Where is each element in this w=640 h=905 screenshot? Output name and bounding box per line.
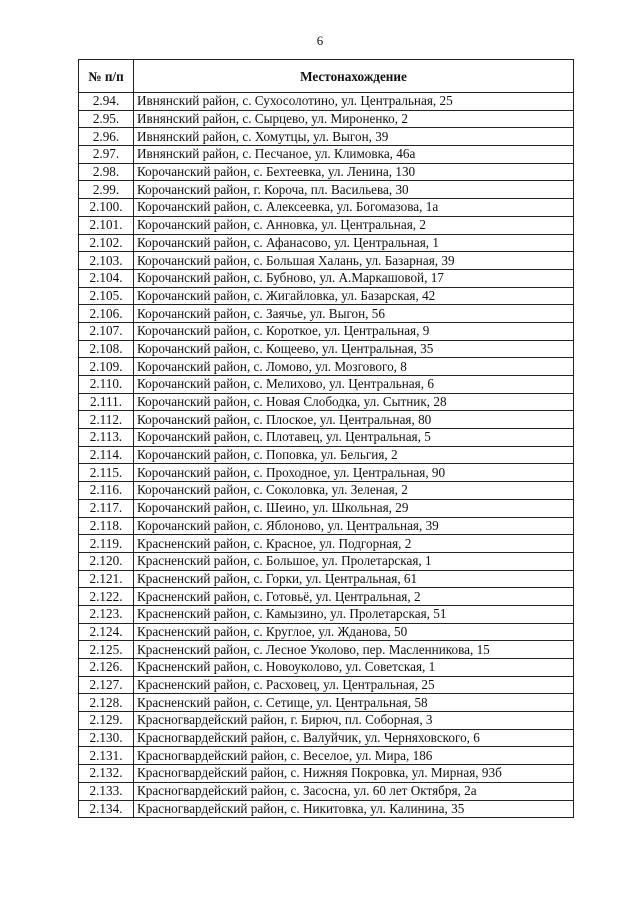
row-number-cell: 2.100. [79, 199, 134, 217]
row-number-cell: 2.134. [79, 800, 134, 818]
row-location-cell: Ивнянский район, с. Сырцево, ул. Мироненко, 2 [134, 110, 574, 128]
row-location-cell: Корочанский район, с. Яблоново, ул. Центральная, 39 [134, 517, 574, 535]
table-row [79, 694, 574, 712]
row-number-cell: 2.113. [79, 429, 134, 447]
row-number-cell: 2.114. [79, 446, 134, 464]
row-location-cell: Ивнянский район, с. Хомутцы, ул. Выгон, 39 [134, 128, 574, 146]
table-row [79, 623, 574, 641]
row-number-cell: 2.126. [79, 659, 134, 677]
table-row [79, 464, 574, 482]
row-location-cell: Красногвардейский район, с. Никитовка, ул. Калинина, 35 [134, 800, 574, 818]
row-location-cell: Корочанский район, с. Проходное, ул. Центральная, 90 [134, 464, 574, 482]
table-row [79, 429, 574, 447]
table-row [79, 322, 574, 340]
table-row [79, 712, 574, 730]
row-number-cell: 2.132. [79, 765, 134, 783]
row-number-cell: 2.102. [79, 234, 134, 252]
row-number-cell: 2.129. [79, 712, 134, 730]
table-row [79, 163, 574, 181]
table-row [79, 93, 574, 111]
row-number-cell: 2.111. [79, 393, 134, 411]
row-number-cell: 2.131. [79, 747, 134, 765]
table-row [79, 800, 574, 818]
row-location-cell: Красненский район, с. Готовьё, ул. Центральная, 2 [134, 588, 574, 606]
row-location-cell: Ивнянский район, с. Песчаное, ул. Климовка, 46а [134, 146, 574, 164]
row-number-cell: 2.119. [79, 535, 134, 553]
table-row [79, 252, 574, 270]
row-location-cell: Красногвардейский район, с. Засосна, ул. 60 лет Октября, 2а [134, 782, 574, 800]
row-location-cell: Красненский район, с. Лесное Уколово, пер. Масленникова, 15 [134, 641, 574, 659]
table-row [79, 517, 574, 535]
table-row [79, 676, 574, 694]
row-location-cell: Красненский район, с. Новоуколово, ул. Советская, 1 [134, 659, 574, 677]
row-number-cell: 2.125. [79, 641, 134, 659]
table-row [79, 128, 574, 146]
row-location-cell: Корочанский район, с. Большая Халань, ул. Базарная, 39 [134, 252, 574, 270]
row-location-cell: Корочанский район, с. Заячье, ул. Выгон, 56 [134, 305, 574, 323]
row-location-cell: Красногвардейский район, г. Бирюч, пл. Соборная, 3 [134, 712, 574, 730]
row-number-cell: 2.105. [79, 287, 134, 305]
table-row [79, 269, 574, 287]
row-number-cell: 2.96. [79, 128, 134, 146]
table-row [79, 181, 574, 199]
row-location-cell: Корочанский район, с. Соколовка, ул. Зеленая, 2 [134, 482, 574, 500]
row-number-cell: 2.110. [79, 376, 134, 394]
row-location-cell: Красногвардейский район, с. Нижняя Покровка, ул. Мирная, 93б [134, 765, 574, 783]
row-location-cell: Красненский район, с. Сетище, ул. Центральная, 58 [134, 694, 574, 712]
row-location-cell: Красненский район, с. Горки, ул. Центральная, 61 [134, 570, 574, 588]
row-location-cell: Красненский район, с. Круглое, ул. Жданова, 50 [134, 623, 574, 641]
row-number-cell: 2.120. [79, 552, 134, 570]
page-number: 6 [316, 33, 324, 48]
row-location-cell: Корочанский район, с. Бехтеевка, ул. Ленина, 130 [134, 163, 574, 181]
row-number-cell: 2.128. [79, 694, 134, 712]
row-location-cell: Корочанский район, с. Плотавец, ул. Центральная, 5 [134, 429, 574, 447]
row-number-cell: 2.112. [79, 411, 134, 429]
table-row [79, 535, 574, 553]
row-location-cell: Красненский район, с. Камызино, ул. Пролетарская, 51 [134, 605, 574, 623]
row-number-cell: 2.115. [79, 464, 134, 482]
row-number-cell: 2.104. [79, 269, 134, 287]
table-row [79, 659, 574, 677]
row-location-cell: Корочанский район, с. Ломово, ул. Мозгового, 8 [134, 358, 574, 376]
row-location-cell: Ивнянский район, с. Сухосолотино, ул. Центральная, 25 [134, 93, 574, 111]
row-location-cell: Корочанский район, г. Короча, пл. Васильева, 30 [134, 181, 574, 199]
table-row [79, 376, 574, 394]
row-number-cell: 2.106. [79, 305, 134, 323]
row-location-cell: Красногвардейский район, с. Валуйчик, ул. Черняховского, 6 [134, 729, 574, 747]
row-number-cell: 2.127. [79, 676, 134, 694]
locations-table [78, 59, 574, 818]
table-row [79, 305, 574, 323]
row-location-cell: Корочанский район, с. Мелихово, ул. Центральная, 6 [134, 376, 574, 394]
row-number-cell: 2.117. [79, 499, 134, 517]
table-row [79, 287, 574, 305]
table-row [79, 446, 574, 464]
table-row [79, 570, 574, 588]
table-row [79, 765, 574, 783]
row-number-cell: 2.108. [79, 340, 134, 358]
row-location-cell: Корочанский район, с. Кощеево, ул. Центральная, 35 [134, 340, 574, 358]
table-row [79, 747, 574, 765]
row-location-cell: Красногвардейский район, с. Веселое, ул. Мира, 186 [134, 747, 574, 765]
table-row [79, 499, 574, 517]
table-row [79, 358, 574, 376]
row-location-cell: Корочанский район, с. Шеино, ул. Школьная, 29 [134, 499, 574, 517]
table-row [79, 411, 574, 429]
table-body [79, 93, 574, 818]
table-row [79, 552, 574, 570]
row-location-cell: Корочанский район, с. Жигайловка, ул. Базарская, 42 [134, 287, 574, 305]
row-location-cell: Корочанский район, с. Короткое, ул. Центральная, 9 [134, 322, 574, 340]
table-row [79, 199, 574, 217]
table-row [79, 588, 574, 606]
table-row [79, 216, 574, 234]
row-number-cell: 2.116. [79, 482, 134, 500]
row-number-cell: 2.122. [79, 588, 134, 606]
column-header-number-label: № п/п [88, 68, 124, 84]
table-row [79, 110, 574, 128]
row-number-cell: 2.123. [79, 605, 134, 623]
table-row [79, 340, 574, 358]
row-location-cell: Красненский район, с. Расховец, ул. Центральная, 25 [134, 676, 574, 694]
table-row [79, 605, 574, 623]
row-number-cell: 2.101. [79, 216, 134, 234]
row-location-cell: Корочанский район, с. Анновка, ул. Центральная, 2 [134, 216, 574, 234]
column-header-number [79, 60, 134, 93]
table-row [79, 482, 574, 500]
table-row [79, 641, 574, 659]
row-location-cell: Корочанский район, с. Алексеевка, ул. Богомазова, 1а [134, 199, 574, 217]
row-location-cell: Корочанский район, с. Новая Слободка, ул. Сытник, 28 [134, 393, 574, 411]
table-row [79, 146, 574, 164]
table-row [79, 393, 574, 411]
table-row [79, 234, 574, 252]
row-number-cell: 2.95. [79, 110, 134, 128]
row-number-cell: 2.98. [79, 163, 134, 181]
column-header-location: Местонахождение [134, 60, 574, 93]
row-location-cell: Красненский район, с. Красное, ул. Подгорная, 2 [134, 535, 574, 553]
table-header-row [79, 60, 574, 93]
row-number-cell: 2.103. [79, 252, 134, 270]
table-row [79, 729, 574, 747]
row-number-cell: 2.133. [79, 782, 134, 800]
row-number-cell: 2.99. [79, 181, 134, 199]
row-number-cell: 2.118. [79, 517, 134, 535]
row-number-cell: 2.97. [79, 146, 134, 164]
row-location-cell: Корочанский район, с. Бубново, ул. А.Маркашовой, 17 [134, 269, 574, 287]
row-number-cell: 2.130. [79, 729, 134, 747]
table-row [79, 782, 574, 800]
row-number-cell: 2.121. [79, 570, 134, 588]
row-number-cell: 2.107. [79, 322, 134, 340]
row-location-cell: Корочанский район, с. Поповка, ул. Бельгия, 2 [134, 446, 574, 464]
row-location-cell: Красненский район, с. Большое, ул. Пролетарская, 1 [134, 552, 574, 570]
row-location-cell: Корочанский район, с. Плоское, ул. Центральная, 80 [134, 411, 574, 429]
row-location-cell: Корочанский район, с. Афанасово, ул. Центральная, 1 [134, 234, 574, 252]
row-number-cell: 2.109. [79, 358, 134, 376]
row-number-cell: 2.124. [79, 623, 134, 641]
row-number-cell: 2.94. [79, 93, 134, 111]
